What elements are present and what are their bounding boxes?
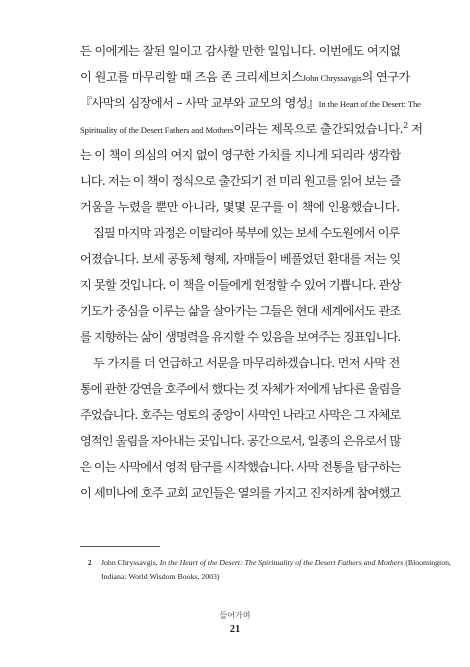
text-line: 영적인 울림을 자아내는 곳입니다. 공간으로서, 일종의 은유로서 많 bbox=[80, 434, 401, 448]
footnote bbox=[80, 556, 451, 584]
body-text bbox=[80, 38, 423, 506]
running-title: 들어가며 bbox=[219, 611, 251, 620]
book-subtitle-latin: Spirituality of the Desert Fathers and Mothers bbox=[80, 125, 234, 135]
text-line: 이 세미나에 호주 교회 교인들은 열의를 가지고 진지하게 참여했고 bbox=[80, 486, 401, 500]
text-line: 집필 마지막 과정은 이탈리아 북부에 있는 보세 수도원에서 이루 bbox=[93, 226, 400, 240]
footnote-book-title: In the Heart of the Desert: The Spirituality of the Desert Fathers and Mothers bbox=[159, 558, 404, 567]
text-line: 든 이에게는 잘된 일이고 감사할 만한 일입니다. 이번에도 여지없 bbox=[80, 44, 401, 58]
page-number: 21 bbox=[229, 624, 241, 635]
text-line: 니다. 저는 이 책이 정식으로 출간되기 전 미리 원고를 읽어 보는 즐 bbox=[80, 174, 401, 188]
text-line: 『사막의 심장에서 – 사막 교부와 교모의 영성』In the Heart of the Desert: The bbox=[80, 96, 421, 110]
text-line: 두 가지를 더 언급하고 서문을 마무리하겠습니다. 먼저 사막 전 bbox=[93, 356, 400, 370]
footnote-line: Indiana: World Wisdom Books, 2003) bbox=[101, 572, 220, 581]
footnote-line: John Chryssavgis, In the Heart of the Desert: The Spirituality of the Desert Fathers and Mothers (Bloomington, bbox=[101, 558, 451, 567]
text-line: 기도가 중심을 이루는 삶을 살아가는 그들은 현대 세계에서도 관조 bbox=[80, 304, 401, 318]
footnote-reference[interactable]: 2 bbox=[403, 121, 408, 130]
text-line: 지 못할 것입니다. 이 책을 이들에게 헌정할 수 있어 기쁩니다. 관상 bbox=[80, 278, 401, 292]
text-line: 통에 관한 강연을 호주에서 했다는 것 자체가 저에게 남다른 울림을 bbox=[80, 382, 401, 396]
text-line: 주었습니다. 호주는 영토의 중앙이 사막인 나라고 사막은 그 자체로 bbox=[80, 408, 401, 422]
text-line: 는 이 책이 의심의 여지 없이 영구한 가치를 지니게 되리라 생각합 bbox=[80, 148, 401, 162]
book-title-latin: In the Heart of the Desert: The bbox=[318, 99, 421, 109]
text-line: 이 원고를 마무리할 때 즈음 존 크리세브치스John Chryssavgis의 연구가 bbox=[80, 70, 410, 84]
text-line: 거움을 누렸을 뿐만 아니라, 몇몇 문구를 이 책에 인용했습니다. bbox=[80, 200, 400, 214]
text-line: 은 이는 사막에서 영적 탐구를 시작했습니다. 사막 전통을 탐구하는 bbox=[80, 460, 401, 474]
footnote-mark: 2 bbox=[88, 559, 92, 567]
text-line: Spirituality of the Desert Fathers and Mothers이라는 제목으로 출간되었습니다.$^2$ 저 bbox=[80, 121, 423, 136]
author-name-latin: John Chryssavgis bbox=[302, 73, 362, 83]
text-line: 를 지향하는 삶이 생명력을 유지할 수 있음을 보여주는 징표입니다. bbox=[80, 330, 401, 344]
footnote-divider bbox=[80, 546, 160, 547]
text-line: 어졌습니다. 보세 공동체 형제, 자매들이 베풀었던 환대를 저는 잊 bbox=[80, 252, 401, 266]
